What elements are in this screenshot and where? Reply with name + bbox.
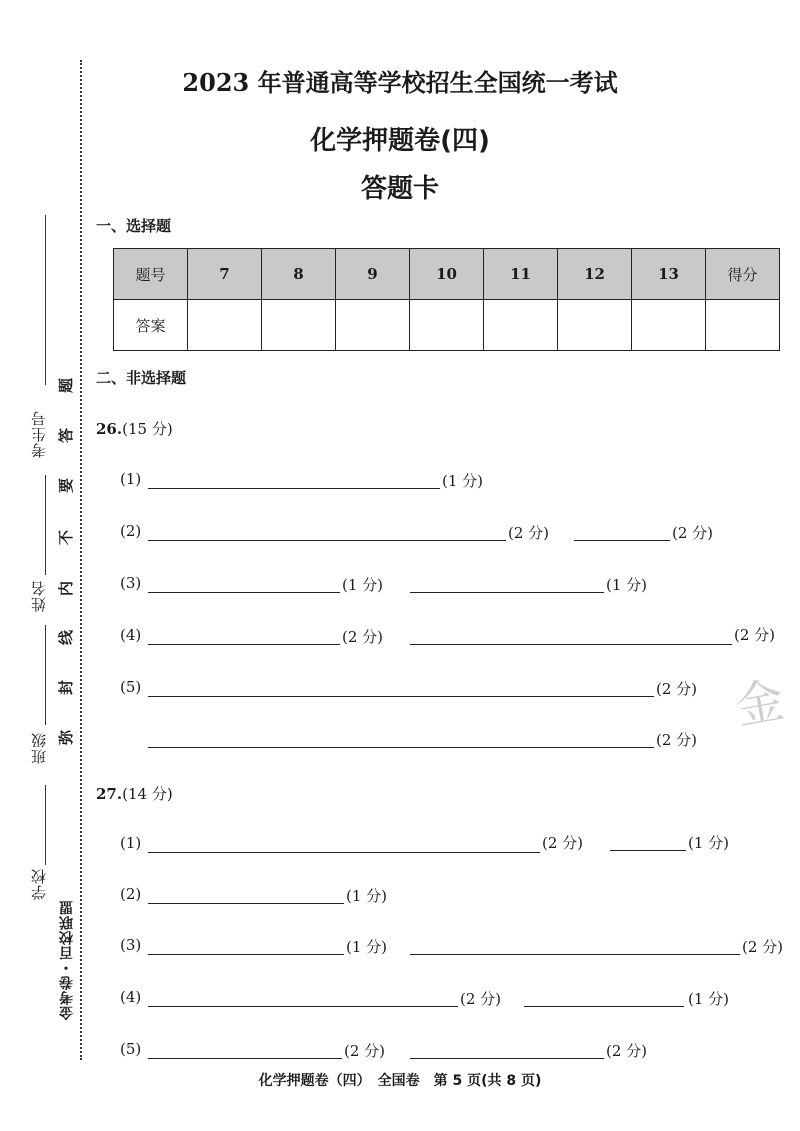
answer-blank[interactable] bbox=[148, 488, 440, 489]
name-line bbox=[45, 475, 46, 575]
answer-blank[interactable] bbox=[148, 540, 506, 541]
question-number: 7 bbox=[188, 249, 262, 300]
q27-item-5: (5) bbox=[120, 1040, 142, 1058]
answer-blank[interactable] bbox=[148, 852, 540, 853]
answer-blank[interactable] bbox=[148, 1058, 342, 1059]
q27-item-2: (2) bbox=[120, 885, 142, 903]
question-number: 12 bbox=[558, 249, 632, 300]
question-number: 10 bbox=[410, 249, 484, 300]
score-label: (2 分) bbox=[508, 524, 550, 542]
q27-header bbox=[96, 783, 173, 804]
q27-item-1: (1) bbox=[120, 834, 142, 852]
q26-item-5: (5) bbox=[120, 678, 142, 696]
answer-cell[interactable] bbox=[484, 300, 558, 351]
card-title: 答题卡 bbox=[360, 174, 439, 204]
multiple-choice-table bbox=[113, 248, 780, 351]
section1-title: 一、选择题 bbox=[96, 217, 172, 235]
score-label: (2 分) bbox=[672, 524, 714, 542]
school-label: 学校 bbox=[30, 868, 48, 900]
q26-points: (15 分) bbox=[122, 420, 173, 438]
q26-header bbox=[96, 418, 173, 439]
seal-char: 答 bbox=[57, 427, 76, 444]
answer-label: 答案 bbox=[114, 300, 188, 351]
q26-number: 26. bbox=[96, 420, 123, 438]
answer-cell[interactable] bbox=[632, 300, 706, 351]
score-label: (2 分) bbox=[344, 1042, 386, 1060]
answer-cell[interactable] bbox=[410, 300, 484, 351]
seal-char: 要 bbox=[57, 477, 76, 494]
score-header: 得分 bbox=[706, 249, 780, 300]
score-label: (2 分) bbox=[342, 628, 384, 646]
student-id-label: 考生号 bbox=[30, 410, 48, 458]
score-label: (2 分) bbox=[734, 626, 776, 644]
class-label: 班级 bbox=[30, 732, 48, 764]
score-label: (2 分) bbox=[656, 731, 698, 749]
watermark-stamp: 金 bbox=[731, 672, 789, 736]
binding-dotted-line bbox=[80, 60, 82, 1060]
answer-cell[interactable] bbox=[558, 300, 632, 351]
question-number: 13 bbox=[632, 249, 706, 300]
score-label: (2 分) bbox=[542, 834, 584, 852]
row-header: 题号 bbox=[114, 249, 188, 300]
paper-title: 化学押题卷(四) bbox=[310, 126, 490, 156]
seal-char: 不 bbox=[57, 529, 76, 546]
score-cell[interactable] bbox=[706, 300, 780, 351]
score-label: (2 分) bbox=[742, 938, 784, 956]
section2-title: 二、非选择题 bbox=[96, 369, 187, 387]
score-label: (1 分) bbox=[346, 938, 388, 956]
seal-char: 弥 bbox=[57, 729, 76, 746]
school-line bbox=[45, 785, 46, 865]
question-number: 9 bbox=[336, 249, 410, 300]
answer-blank[interactable] bbox=[148, 1006, 458, 1007]
score-label: (1 分) bbox=[688, 834, 730, 852]
q26-item-4: (4) bbox=[120, 626, 142, 644]
q26-item-2: (2) bbox=[120, 522, 142, 540]
score-label: (1 分) bbox=[346, 887, 388, 905]
class-line bbox=[45, 625, 46, 725]
question-number: 8 bbox=[262, 249, 336, 300]
answer-blank[interactable] bbox=[410, 592, 604, 593]
answer-blank[interactable] bbox=[148, 954, 344, 955]
score-label: (1 分) bbox=[342, 576, 384, 594]
answer-blank[interactable] bbox=[410, 1058, 604, 1059]
q27-item-4: (4) bbox=[120, 988, 142, 1006]
q26-item-1: (1) bbox=[120, 470, 142, 488]
score-label: (1 分) bbox=[442, 472, 484, 490]
seal-char: 封 bbox=[57, 679, 76, 696]
name-label: 姓名 bbox=[30, 580, 48, 612]
score-label: (2 分) bbox=[656, 680, 698, 698]
answer-cell[interactable] bbox=[262, 300, 336, 351]
q26-item-3: (3) bbox=[120, 574, 142, 592]
answer-blank[interactable] bbox=[524, 1006, 684, 1007]
answer-blank[interactable] bbox=[148, 592, 340, 593]
answer-blank[interactable] bbox=[148, 747, 654, 748]
question-number-row bbox=[114, 249, 780, 300]
score-label: (1 分) bbox=[606, 576, 648, 594]
answer-blank[interactable] bbox=[574, 540, 670, 541]
answer-blank[interactable] bbox=[410, 954, 740, 955]
student-id-line bbox=[45, 215, 46, 385]
answer-blank[interactable] bbox=[410, 644, 732, 645]
answer-cell[interactable] bbox=[188, 300, 262, 351]
seal-char: 内 bbox=[57, 580, 76, 597]
exam-title: 2023 年普通高等学校招生全国统一考试 bbox=[182, 68, 618, 97]
answer-blank[interactable] bbox=[148, 644, 340, 645]
seal-char: 题 bbox=[57, 377, 76, 394]
score-label: (1 分) bbox=[688, 990, 730, 1008]
score-label: (2 分) bbox=[606, 1042, 648, 1060]
question-number: 11 bbox=[484, 249, 558, 300]
page-footer: 化学押题卷（四） 全国卷 第 5 页(共 8 页) bbox=[258, 1073, 542, 1089]
alliance-label: 金考卷・百校联盟 bbox=[59, 900, 75, 1020]
answer-blank[interactable] bbox=[148, 696, 654, 697]
answer-cell[interactable] bbox=[336, 300, 410, 351]
answer-row bbox=[114, 300, 780, 351]
answer-blank[interactable] bbox=[610, 850, 686, 851]
score-label: (2 分) bbox=[460, 990, 502, 1008]
answer-blank[interactable] bbox=[148, 903, 344, 904]
q27-number: 27. bbox=[96, 785, 123, 803]
q27-item-3: (3) bbox=[120, 936, 142, 954]
seal-char: 线 bbox=[57, 629, 76, 646]
q27-points: (14 分) bbox=[122, 785, 173, 803]
